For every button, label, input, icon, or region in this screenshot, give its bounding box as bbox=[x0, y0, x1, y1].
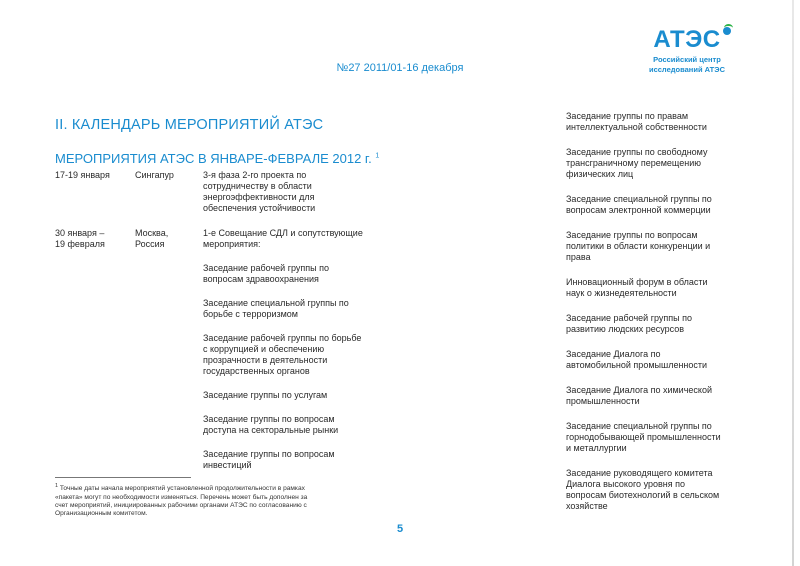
continued-event-item: Заседание Диалога по автомобильной промышленности bbox=[566, 349, 708, 370]
subsection-title bbox=[55, 151, 379, 166]
sub-event-item: Заседание группы по услугам bbox=[203, 390, 328, 400]
apec-logo bbox=[628, 26, 746, 74]
footnote-divider bbox=[55, 477, 191, 478]
section-title: II. КАЛЕНДАРЬ МЕРОПРИЯТИЙ АТЭС bbox=[55, 117, 324, 133]
event-details bbox=[203, 228, 388, 471]
event-row bbox=[55, 228, 390, 471]
event-date: 30 января – 19 февраля bbox=[55, 228, 105, 249]
continued-event-item: Заседание специальной группы по вопросам электронной коммерции bbox=[566, 194, 712, 215]
events-table bbox=[55, 170, 390, 485]
continued-event-item: Заседание руководящего комитета Диалога высокого уровня по вопросам биотехнологий в сельском хозяйстве bbox=[566, 468, 720, 511]
event-city: Сингапур bbox=[135, 170, 174, 180]
logo-wordmark bbox=[653, 26, 720, 54]
issue-number: №27 2011/01-16 декабря bbox=[336, 62, 464, 74]
sub-event-item: Заседание рабочей группы по борьбе с коррупцией и обеспечению прозрачности в деятельности государственных органов bbox=[203, 333, 362, 376]
continued-event-item: Заседание рабочей группы по развитию людских ресурсов bbox=[566, 313, 692, 334]
event-description: 1-е Совещание СДЛ и сопутствующие мероприятия: bbox=[203, 228, 363, 249]
event-description: 3-я фаза 2-го проекта по сотрудничеству в области энергоэффективности для обеспечения устойчивости bbox=[203, 170, 316, 213]
logo-orbit-icon bbox=[723, 27, 731, 35]
event-date: 17-19 января bbox=[55, 170, 110, 180]
logo-name: АТЭС bbox=[653, 26, 721, 53]
page-edge-divider bbox=[792, 0, 794, 566]
page-number: 5 bbox=[396, 523, 404, 535]
sub-event-item: Заседание группы по вопросам доступа на секторальные рынки bbox=[203, 414, 339, 435]
continued-event-item: Инновационный форум в области наук о жизнедеятельности bbox=[566, 277, 708, 298]
footnote-marker: 1 bbox=[55, 483, 59, 489]
continued-event-item: Заседание группы по правам интеллектуальной собственности bbox=[566, 111, 707, 132]
sub-event-item: Заседание группы по вопросам инвестиций bbox=[203, 449, 335, 470]
continued-event-item: Заседание группы по вопросам политики в области конкуренции и права bbox=[566, 230, 711, 262]
continued-event-item: Заседание группы по свободному трансграничному перемещению физических лиц bbox=[566, 147, 708, 179]
sub-event-item: Заседание специальной группы по борьбе с терроризмом bbox=[203, 298, 349, 319]
event-city: Москва, Россия bbox=[135, 228, 169, 249]
event-row bbox=[55, 170, 390, 214]
continued-event-item: Заседание специальной группы по горнодобывающей промышленности и металлургии bbox=[566, 421, 721, 453]
sub-event-item: Заседание рабочей группы по вопросам здравоохранения bbox=[203, 263, 329, 284]
footnote bbox=[55, 482, 390, 519]
continued-event-item: Заседание Диалога по химической промышленности bbox=[566, 385, 712, 406]
footnote-text: Точные даты начала мероприятий установленной продолжительности в рамках «пакета» могут по необходимости изменяться. Перечень может быть дополнен за счет мероприятий, инициированных рабочими органами АТЭС по согласованию с Организационным комитетом. bbox=[55, 485, 308, 518]
logo-subtitle-2: исследований АТЭС bbox=[648, 65, 726, 74]
footnote-ref: 1 bbox=[375, 152, 380, 160]
logo-subtitle-1: Российский центр bbox=[653, 55, 721, 64]
events-continued-column bbox=[566, 111, 756, 526]
subsection-title-text: МЕРОПРИЯТИЯ АТЭС В ЯНВАРЕ-ФЕВРАЛЕ 2012 г. bbox=[55, 151, 372, 166]
